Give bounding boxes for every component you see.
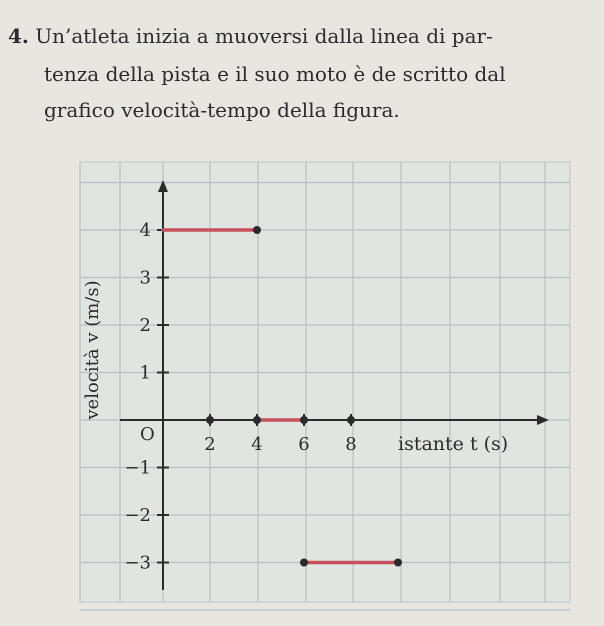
problem-line-1: [8, 24, 493, 48]
graph-point: [347, 416, 355, 424]
y-axis-label: velocità v (m/s): [82, 280, 103, 420]
y-tick-label: 4: [139, 220, 151, 241]
y-tick-label: 2: [139, 315, 151, 336]
y-tick-label: 1: [139, 362, 151, 384]
problem-line-3: grafico velocità-tempo della figura.: [44, 98, 400, 122]
y-tick-label: −3: [124, 552, 151, 574]
y-tick-label: −1: [124, 457, 151, 479]
graph-point: [253, 416, 261, 424]
y-tick-label: −2: [124, 505, 151, 526]
origin-label: O: [140, 424, 155, 445]
graph-point: [253, 226, 261, 234]
graph-point: [300, 559, 308, 567]
graph-point: [394, 559, 402, 567]
graph-paper: [80, 162, 570, 602]
problem-line-1-text: Un’atleta inizia a muoversi dalla linea di par-: [35, 24, 493, 48]
y-tick-label: 3: [139, 267, 151, 289]
x-tick-label: 2: [204, 434, 216, 455]
x-tick-label: 6: [298, 434, 310, 455]
problem-number: 4.: [8, 24, 29, 48]
graph-point: [300, 416, 308, 424]
x-tick-label: 4: [251, 434, 263, 455]
problem-line-2: tenza della pista e il suo moto è de scritto dal: [44, 62, 506, 86]
x-tick-label: 8: [345, 434, 357, 455]
graph-point: [206, 416, 214, 424]
x-axis-label: istante t (s): [398, 433, 509, 455]
velocity-time-graph: [0, 150, 604, 626]
